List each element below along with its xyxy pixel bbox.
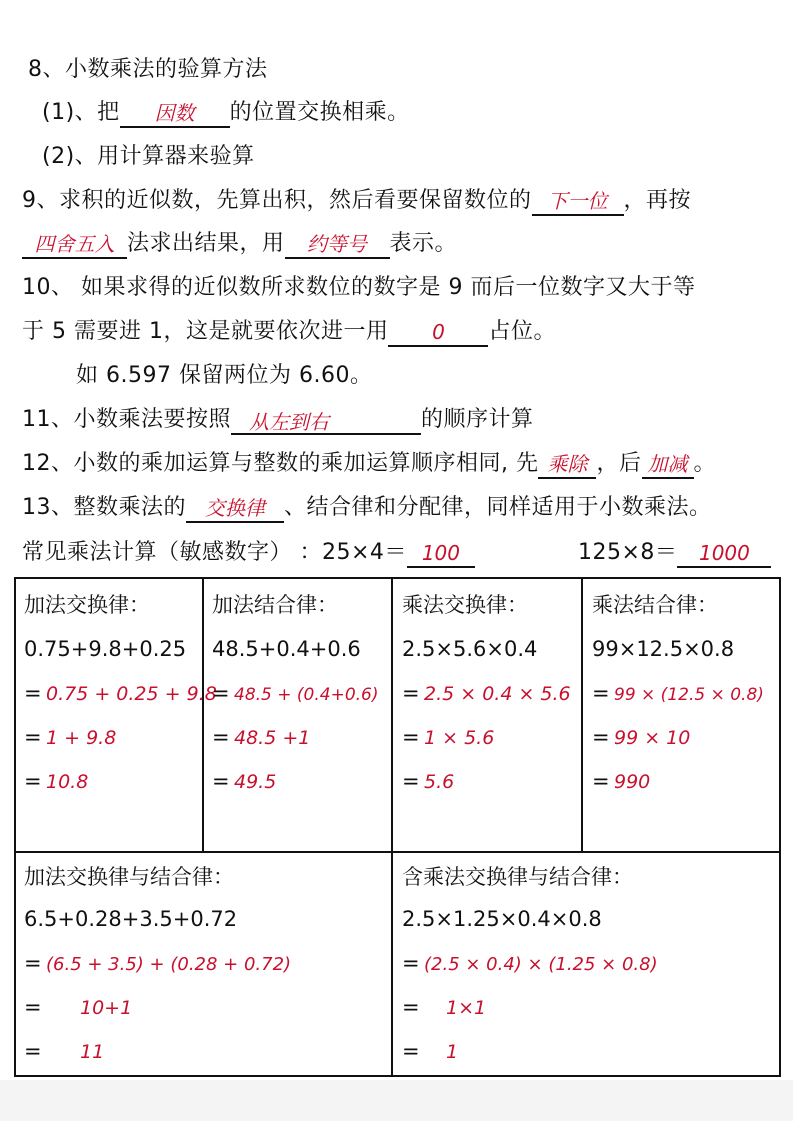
item-10-line1: 10、 如果求得的近似数所求数位的数字是 9 而后一位数字又大于等 bbox=[22, 275, 696, 300]
answer-blank: 乘除 bbox=[538, 449, 596, 479]
cell-step: = 5.6 bbox=[402, 769, 455, 793]
page-bottom-margin bbox=[0, 1080, 793, 1121]
answer-blank: 1000 bbox=[677, 538, 771, 568]
cell-title: 含乘法交换律与结合律： bbox=[402, 865, 633, 889]
table-cell-multiplication-combined bbox=[402, 863, 777, 1068]
answer-blank: 交换律 bbox=[186, 493, 284, 523]
cell-step: = 1 × 5.6 bbox=[402, 725, 495, 749]
cell-title: 加法交换律： bbox=[24, 593, 150, 617]
item-13: 13、整数乘法的 交换律 、结合律和分配律，同样适用于小数乘法。 bbox=[22, 493, 712, 523]
cell-step: = 1 + 9.8 bbox=[24, 725, 117, 749]
cell-expression: 48.5+0.4+0.6 bbox=[212, 637, 361, 661]
cell-step: = 10.8 bbox=[24, 769, 89, 793]
item-9-line2: 四舍五入 法求出结果，用 约等号 表示。 bbox=[22, 229, 457, 259]
table-cell-addition-combined bbox=[24, 863, 386, 1068]
cell-title: 乘法结合律： bbox=[592, 593, 718, 617]
divider bbox=[391, 579, 393, 1075]
answer-blank: 四舍五入 bbox=[22, 229, 127, 259]
cell-step: = 1×1 bbox=[402, 995, 487, 1019]
cell-step: = 99 × 10 bbox=[592, 725, 691, 749]
item-8-2: (2)、用计算器来验算 bbox=[42, 144, 255, 169]
cell-step: = (2.5 × 0.4) × (1.25 × 0.8) bbox=[402, 951, 658, 975]
cell-title: 加法交换律与结合律： bbox=[24, 865, 234, 889]
cell-step: = 99 × (12.5 × 0.8) bbox=[592, 681, 764, 705]
law-table bbox=[14, 577, 781, 1077]
cell-step: = 49.5 bbox=[212, 769, 277, 793]
cell-step: = 1 bbox=[402, 1039, 459, 1063]
answer-blank: 100 bbox=[407, 538, 475, 568]
answer-blank: 加减 bbox=[642, 449, 694, 479]
common-multiplication-2: 125×8＝ 1000 bbox=[578, 538, 771, 568]
answer-blank: 0 bbox=[388, 317, 488, 347]
cell-expression: 2.5×5.6×0.4 bbox=[402, 637, 538, 661]
table-cell-multiplication-associative bbox=[592, 591, 777, 846]
cell-title: 加法结合律： bbox=[212, 593, 338, 617]
divider bbox=[202, 579, 204, 851]
item-8-1: (1)、把 因数 的位置交换相乘。 bbox=[42, 98, 410, 128]
item-10-line2: 于 5 需要进 1，这是就要依次进一用 0 占位。 bbox=[22, 317, 556, 347]
table-cell-addition-commutative bbox=[24, 591, 217, 846]
table-cell-multiplication-commutative bbox=[402, 591, 577, 846]
cell-step: = 2.5 × 0.4 × 5.6 bbox=[402, 681, 571, 705]
item-8-title: 8、小数乘法的验算方法 bbox=[28, 57, 268, 82]
cell-expression: 2.5×1.25×0.4×0.8 bbox=[402, 907, 602, 931]
item-9-line1: 9、求积的近似数，先算出积，然后看要保留数位的 下一位 ，再按 bbox=[22, 186, 691, 216]
answer-blank: 约等号 bbox=[285, 229, 390, 259]
cell-title: 乘法交换律： bbox=[402, 593, 528, 617]
item-10-example: 如 6.597 保留两位为 6.60。 bbox=[76, 363, 373, 388]
cell-expression: 99×12.5×0.8 bbox=[592, 637, 735, 661]
answer-blank: 下一位 bbox=[532, 186, 624, 216]
cell-expression: 0.75+9.8+0.25 bbox=[24, 637, 187, 661]
cell-step: = 48.5 +1 bbox=[212, 725, 311, 749]
common-multiplication: 常见乘法计算（敏感数字） ：25×4＝ 100 bbox=[22, 538, 475, 568]
cell-step: = 990 bbox=[592, 769, 651, 793]
cell-step: = 10+1 bbox=[24, 995, 133, 1019]
cell-step: = 48.5 + (0.4+0.6) bbox=[212, 681, 379, 705]
item-11: 11、小数乘法要按照 从左到右 的顺序计算 bbox=[22, 407, 534, 434]
answer-blank: 从左到右 bbox=[231, 407, 421, 435]
divider bbox=[581, 579, 583, 851]
cell-step: = (6.5 + 3.5) + (0.28 + 0.72) bbox=[24, 951, 292, 975]
cell-step: = 11 bbox=[24, 1039, 105, 1063]
answer-blank: 因数 bbox=[120, 98, 230, 128]
divider bbox=[16, 851, 779, 853]
cell-step: = 0.75 + 0.25 + 9.8 bbox=[24, 681, 217, 705]
table-cell-addition-associative bbox=[212, 591, 387, 846]
cell-expression: 6.5+0.28+3.5+0.72 bbox=[24, 907, 238, 931]
item-12: 12、小数的乘加运算与整数的乘加运算顺序相同, 先 乘除 ，后 加减 。 bbox=[22, 449, 716, 479]
